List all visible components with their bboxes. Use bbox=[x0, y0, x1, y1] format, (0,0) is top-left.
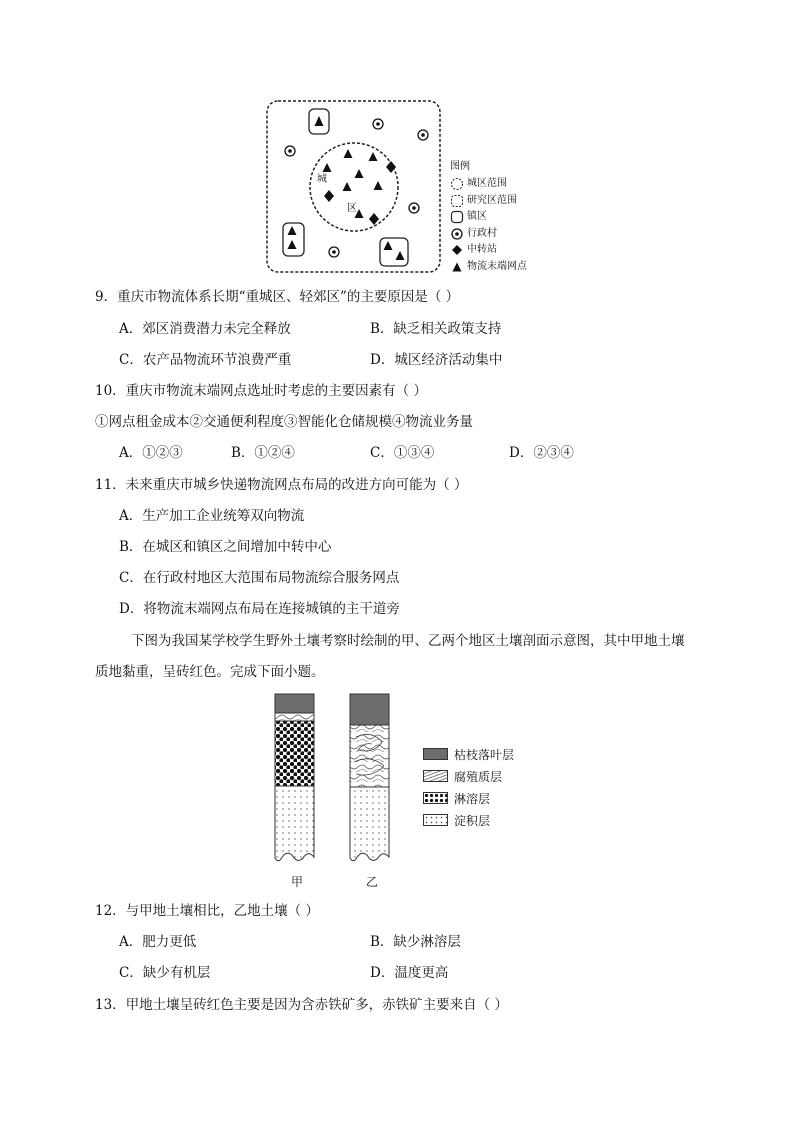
question-11-stem: 11．未来重庆市城乡快递物流网点布局的改进方向可能为（ ） bbox=[95, 477, 468, 493]
intro-line-1: 下图为我国某学校学生野外土壤考察时绘制的甲、乙两个地区土壤剖面示意图，其中甲地土壤 bbox=[131, 633, 685, 649]
q10-option-d[interactable]: D．②③④ bbox=[509, 445, 574, 461]
q9-option-d[interactable]: D．城区经济活动集中 bbox=[370, 352, 503, 368]
dot-circle-icon bbox=[450, 227, 464, 241]
rounded-square-icon bbox=[450, 210, 464, 224]
q11-option-b[interactable]: B．在城区和镇区之间增加中转中心 bbox=[119, 539, 332, 555]
map-legend bbox=[450, 158, 570, 275]
q10-option-b[interactable]: B．①②④ bbox=[231, 445, 295, 461]
legend-eluvial: 淋溶层 bbox=[423, 790, 490, 806]
litter-swatch-icon bbox=[423, 748, 448, 760]
profile-label-jia: 甲 bbox=[291, 875, 304, 889]
dashed-square-icon bbox=[450, 194, 464, 208]
triangle-icon bbox=[288, 226, 297, 235]
legend-item-outlet: 物流末端网点 bbox=[450, 259, 570, 276]
legend-item-transfer: 中转站 bbox=[450, 242, 570, 259]
legend-item-town: 镇区 bbox=[450, 209, 570, 226]
profile-yi bbox=[350, 694, 389, 861]
legend-humus: 腐殖质层 bbox=[423, 768, 502, 784]
intro-line-2: 质地黏重，呈砖红色。完成下面小题。 bbox=[95, 664, 325, 680]
triangle-icon bbox=[396, 251, 405, 260]
q11-option-c[interactable]: C．在行政村地区大范围布局物流综合服务网点 bbox=[119, 570, 400, 586]
q9-option-c[interactable]: C．农产品物流环节浪费严重 bbox=[119, 352, 292, 368]
q12-option-a[interactable]: A．肥力更低 bbox=[119, 934, 197, 950]
humus-swatch-icon bbox=[423, 770, 448, 782]
legend-title: 图例 bbox=[450, 161, 470, 172]
question-10-factors: ①网点租金成本②交通便利程度③智能化仓储规模④物流业务量 bbox=[95, 414, 473, 430]
triangle-icon bbox=[315, 116, 324, 126]
map-diagram bbox=[266, 100, 442, 274]
legend-illuvial: 淀积层 bbox=[423, 812, 490, 828]
q10-option-c[interactable]: C．①③④ bbox=[370, 445, 435, 461]
question-12-stem: 12．与甲地土壤相比，乙地土壤（ ） bbox=[95, 903, 319, 919]
profile-jia bbox=[275, 694, 314, 861]
legend-item-village: 行政村 bbox=[450, 226, 570, 243]
urban-label-cheng: 城 bbox=[317, 174, 327, 185]
q9-option-a[interactable]: A．郊区消费潜力未完全释放 bbox=[119, 321, 291, 337]
question-10-stem: 10．重庆市物流末端网点选址时考虑的主要因素有（ ） bbox=[95, 383, 427, 399]
q9-option-b[interactable]: B．缺乏相关政策支持 bbox=[370, 321, 502, 337]
soil-profile-figure bbox=[262, 692, 402, 888]
town-area bbox=[283, 223, 304, 256]
question-9-stem: 9．重庆市物流体系长期“重城区、轻郊区”的主要原因是（ ） bbox=[95, 289, 460, 305]
triangle-icon bbox=[384, 241, 393, 250]
question-13-stem: 13．甲地土壤呈砖红色主要是因为含赤铁矿多，赤铁矿主要来自（ ） bbox=[95, 997, 508, 1013]
q12-option-c[interactable]: C．缺少有机层 bbox=[119, 965, 211, 981]
research-area-map bbox=[266, 100, 442, 274]
town-area bbox=[380, 238, 408, 266]
q10-option-a[interactable]: A．①②③ bbox=[119, 445, 183, 461]
illuvial-swatch-icon bbox=[423, 814, 448, 826]
q11-option-a[interactable]: A．生产加工企业统筹双向物流 bbox=[119, 508, 305, 524]
urban-label-qu: 区 bbox=[347, 203, 357, 214]
triangle-icon bbox=[288, 240, 297, 249]
q12-option-b[interactable]: B．缺少淋溶层 bbox=[370, 934, 461, 950]
profile-label-yi: 乙 bbox=[366, 875, 379, 889]
legend-item-urban: 城区范围 bbox=[450, 176, 570, 193]
eluvial-swatch-icon bbox=[423, 792, 448, 804]
q11-option-d[interactable]: D．将物流末端网点布局在连接城镇的主干道旁 bbox=[119, 601, 400, 617]
urban-area-boundary bbox=[310, 143, 398, 231]
soil-profiles-diagram bbox=[262, 692, 402, 872]
triangle-icon bbox=[450, 260, 464, 274]
diamond-icon bbox=[450, 243, 464, 257]
soil-legend bbox=[423, 746, 543, 836]
legend-item-research: 研究区范围 bbox=[450, 193, 570, 210]
dashed-circle-icon bbox=[450, 177, 464, 191]
legend-litter: 枯枝落叶层 bbox=[423, 746, 514, 762]
q12-option-d[interactable]: D．温度更高 bbox=[370, 965, 449, 981]
